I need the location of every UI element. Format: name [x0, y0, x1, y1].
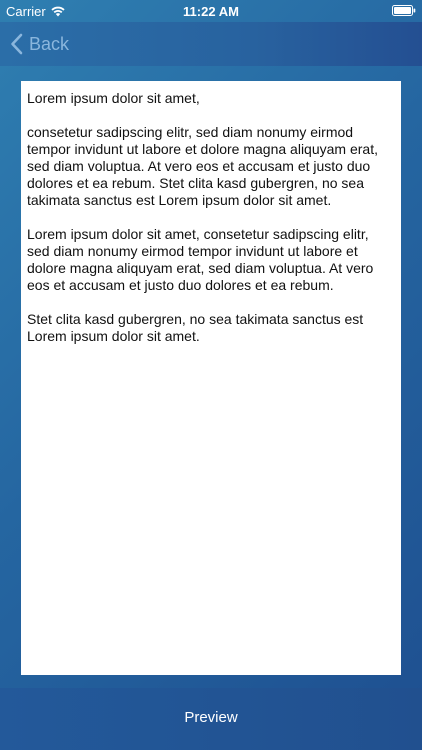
paragraph: consetetur sadipscing elitr, sed diam nonumy eirmod tempor invidunt ut labore et dolore magna aliquyam erat, sed diam voluptua. At vero eos et accusam et justo duo dolores et ea rebum. Stet clita kasd gubergren, no sea takimata sanctus est Lorem ipsum dolor sit amet.: [27, 124, 378, 208]
chevron-left-icon: [10, 33, 23, 55]
paragraph: Lorem ipsum dolor sit amet, consetetur sadipscing elitr, sed diam nonumy eirmod tempor invidunt ut labore et dolore magna aliquyam erat, sed diam voluptua. At vero eos et accusam et justo duo dolores et ea rebum.: [27, 226, 374, 293]
carrier-label: Carrier: [6, 4, 46, 19]
back-label: Back: [29, 33, 70, 54]
status-time: 11:22 AM: [183, 4, 239, 19]
back-button[interactable]: [10, 30, 69, 58]
document-text-view[interactable]: [21, 81, 401, 675]
battery-icon: [392, 5, 416, 16]
preview-button[interactable]: Preview: [184, 709, 238, 726]
status-bar: [0, 0, 422, 22]
bottom-toolbar: [0, 688, 422, 750]
paragraph: Stet clita kasd gubergren, no sea takimata sanctus est Lorem ipsum dolor sit amet.: [27, 311, 364, 344]
paragraph: Lorem ipsum dolor sit amet,: [27, 90, 200, 106]
navigation-bar: [0, 22, 422, 66]
